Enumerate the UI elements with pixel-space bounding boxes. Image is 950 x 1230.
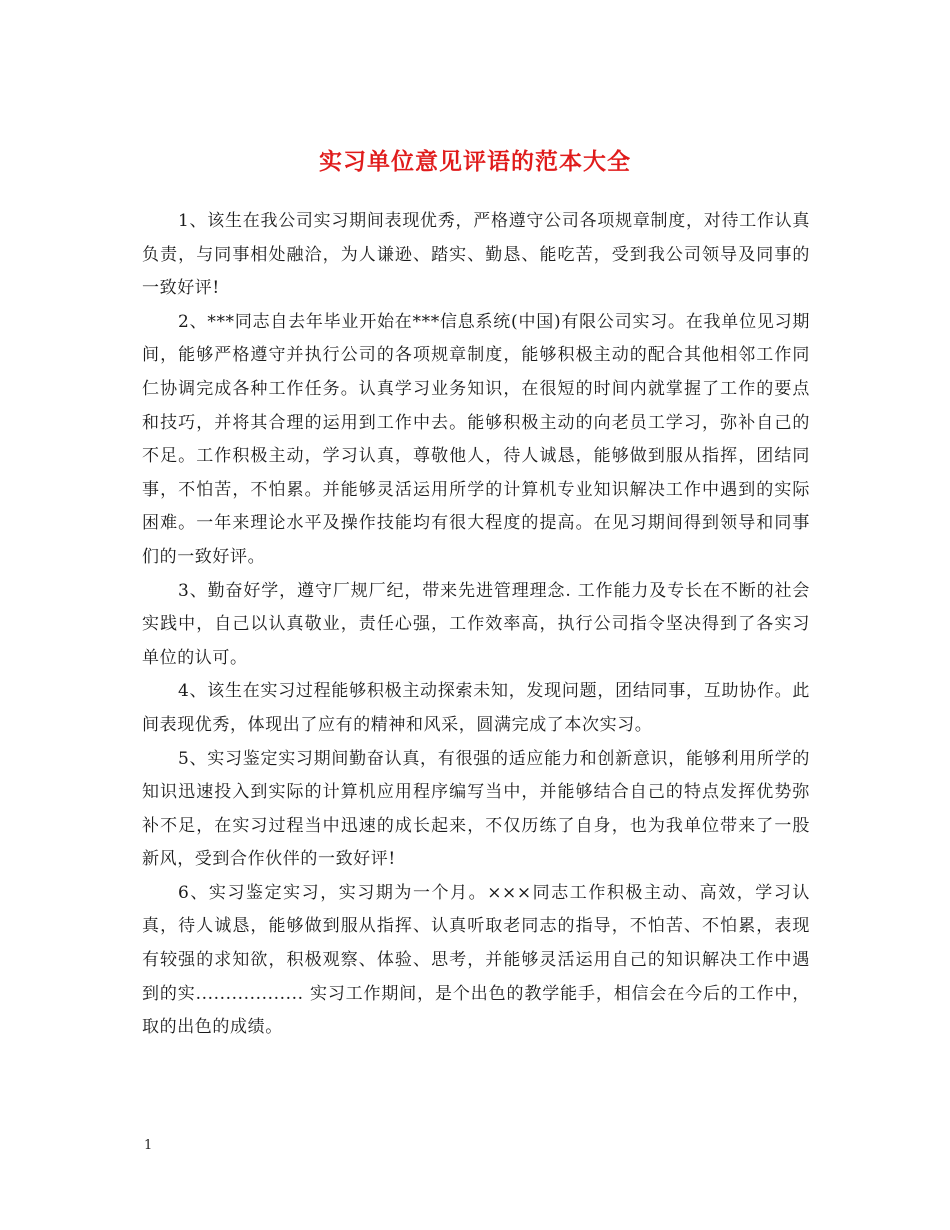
paragraph-1: 1、该生在我公司实习期间表现优秀，严格遵守公司各项规章制度，对待工作认真负责，与同事相处融洽，为人谦逊、踏实、勤恳、能吃苦，受到我公司领导及同事的一致好评! — [142, 211, 810, 299]
page-number: 1 — [144, 1138, 153, 1153]
paragraph-4: 4、该生在实习过程能够积极主动探索未知，发现问题，团结同事，互助协作。此间表现优秀，体现出了应有的精神和风采，圆满完成了本次实习。 — [142, 681, 810, 735]
paragraph-2: 2、***同志自去年毕业开始在***信息系统(中国)有限公司实习。在我单位见习期间，能够严格遵守并执行公司的各项规章制度，能够积极主动的配合其他相邻工作同仁协调完成各种工作任务。认真学习业务知识，在很短的时间内就掌握了工作的要点和技巧，并将其合理的运用到工作中去。能够积极主动的向老员工学习，弥补自己的不足。工作积极主动，学习认真，尊敬他人，待人诚恳，能够做到服从指挥，团结同事，不怕苦，不怕累。并能够灵活运用所学的计算机专业知识解决工作中遇到的实际困难。一年来理论水平及操作技能均有很大程度的提高。在见习期间得到领导和同事们的一致好评。 — [142, 311, 810, 567]
document-title: 实习单位意见评语的范本大全 — [319, 148, 631, 176]
paragraph-3: 3、勤奋好学，遵守厂规厂纪，带来先进管理理念. 工作能力及专长在不断的社会实践中，自己以认真敬业，责任心强，工作效率高，执行公司指令坚决得到了各实习单位的认可。 — [142, 580, 810, 668]
paragraph-5: 5、实习鉴定实习期间勤奋认真，有很强的适应能力和创新意识，能够利用所学的知识迅速投入到实际的计算机应用程序编写当中，并能够结合自己的特点发挥优势弥补不足，在实习过程当中迅速的成长起来，不仅历练了自身，也为我单位带来了一股新风，受到合作伙伴的一致好评! — [142, 748, 810, 870]
document-body — [142, 205, 810, 1045]
paragraph-6: 6、实习鉴定实习，实习期为一个月。×××同志工作积极主动、高效，学习认真，待人诚恳，能够做到服从指挥、认真听取老同志的指导，不怕苦、不怕累，表现有较强的求知欲，积极观察、体验、思考，并能够灵活运用自己的知识解决工作中遇到的实.................. 实习工作期间，是个出色的教学能手，相信会在今后的工作中，取的出色的成绩。 — [142, 882, 810, 1038]
